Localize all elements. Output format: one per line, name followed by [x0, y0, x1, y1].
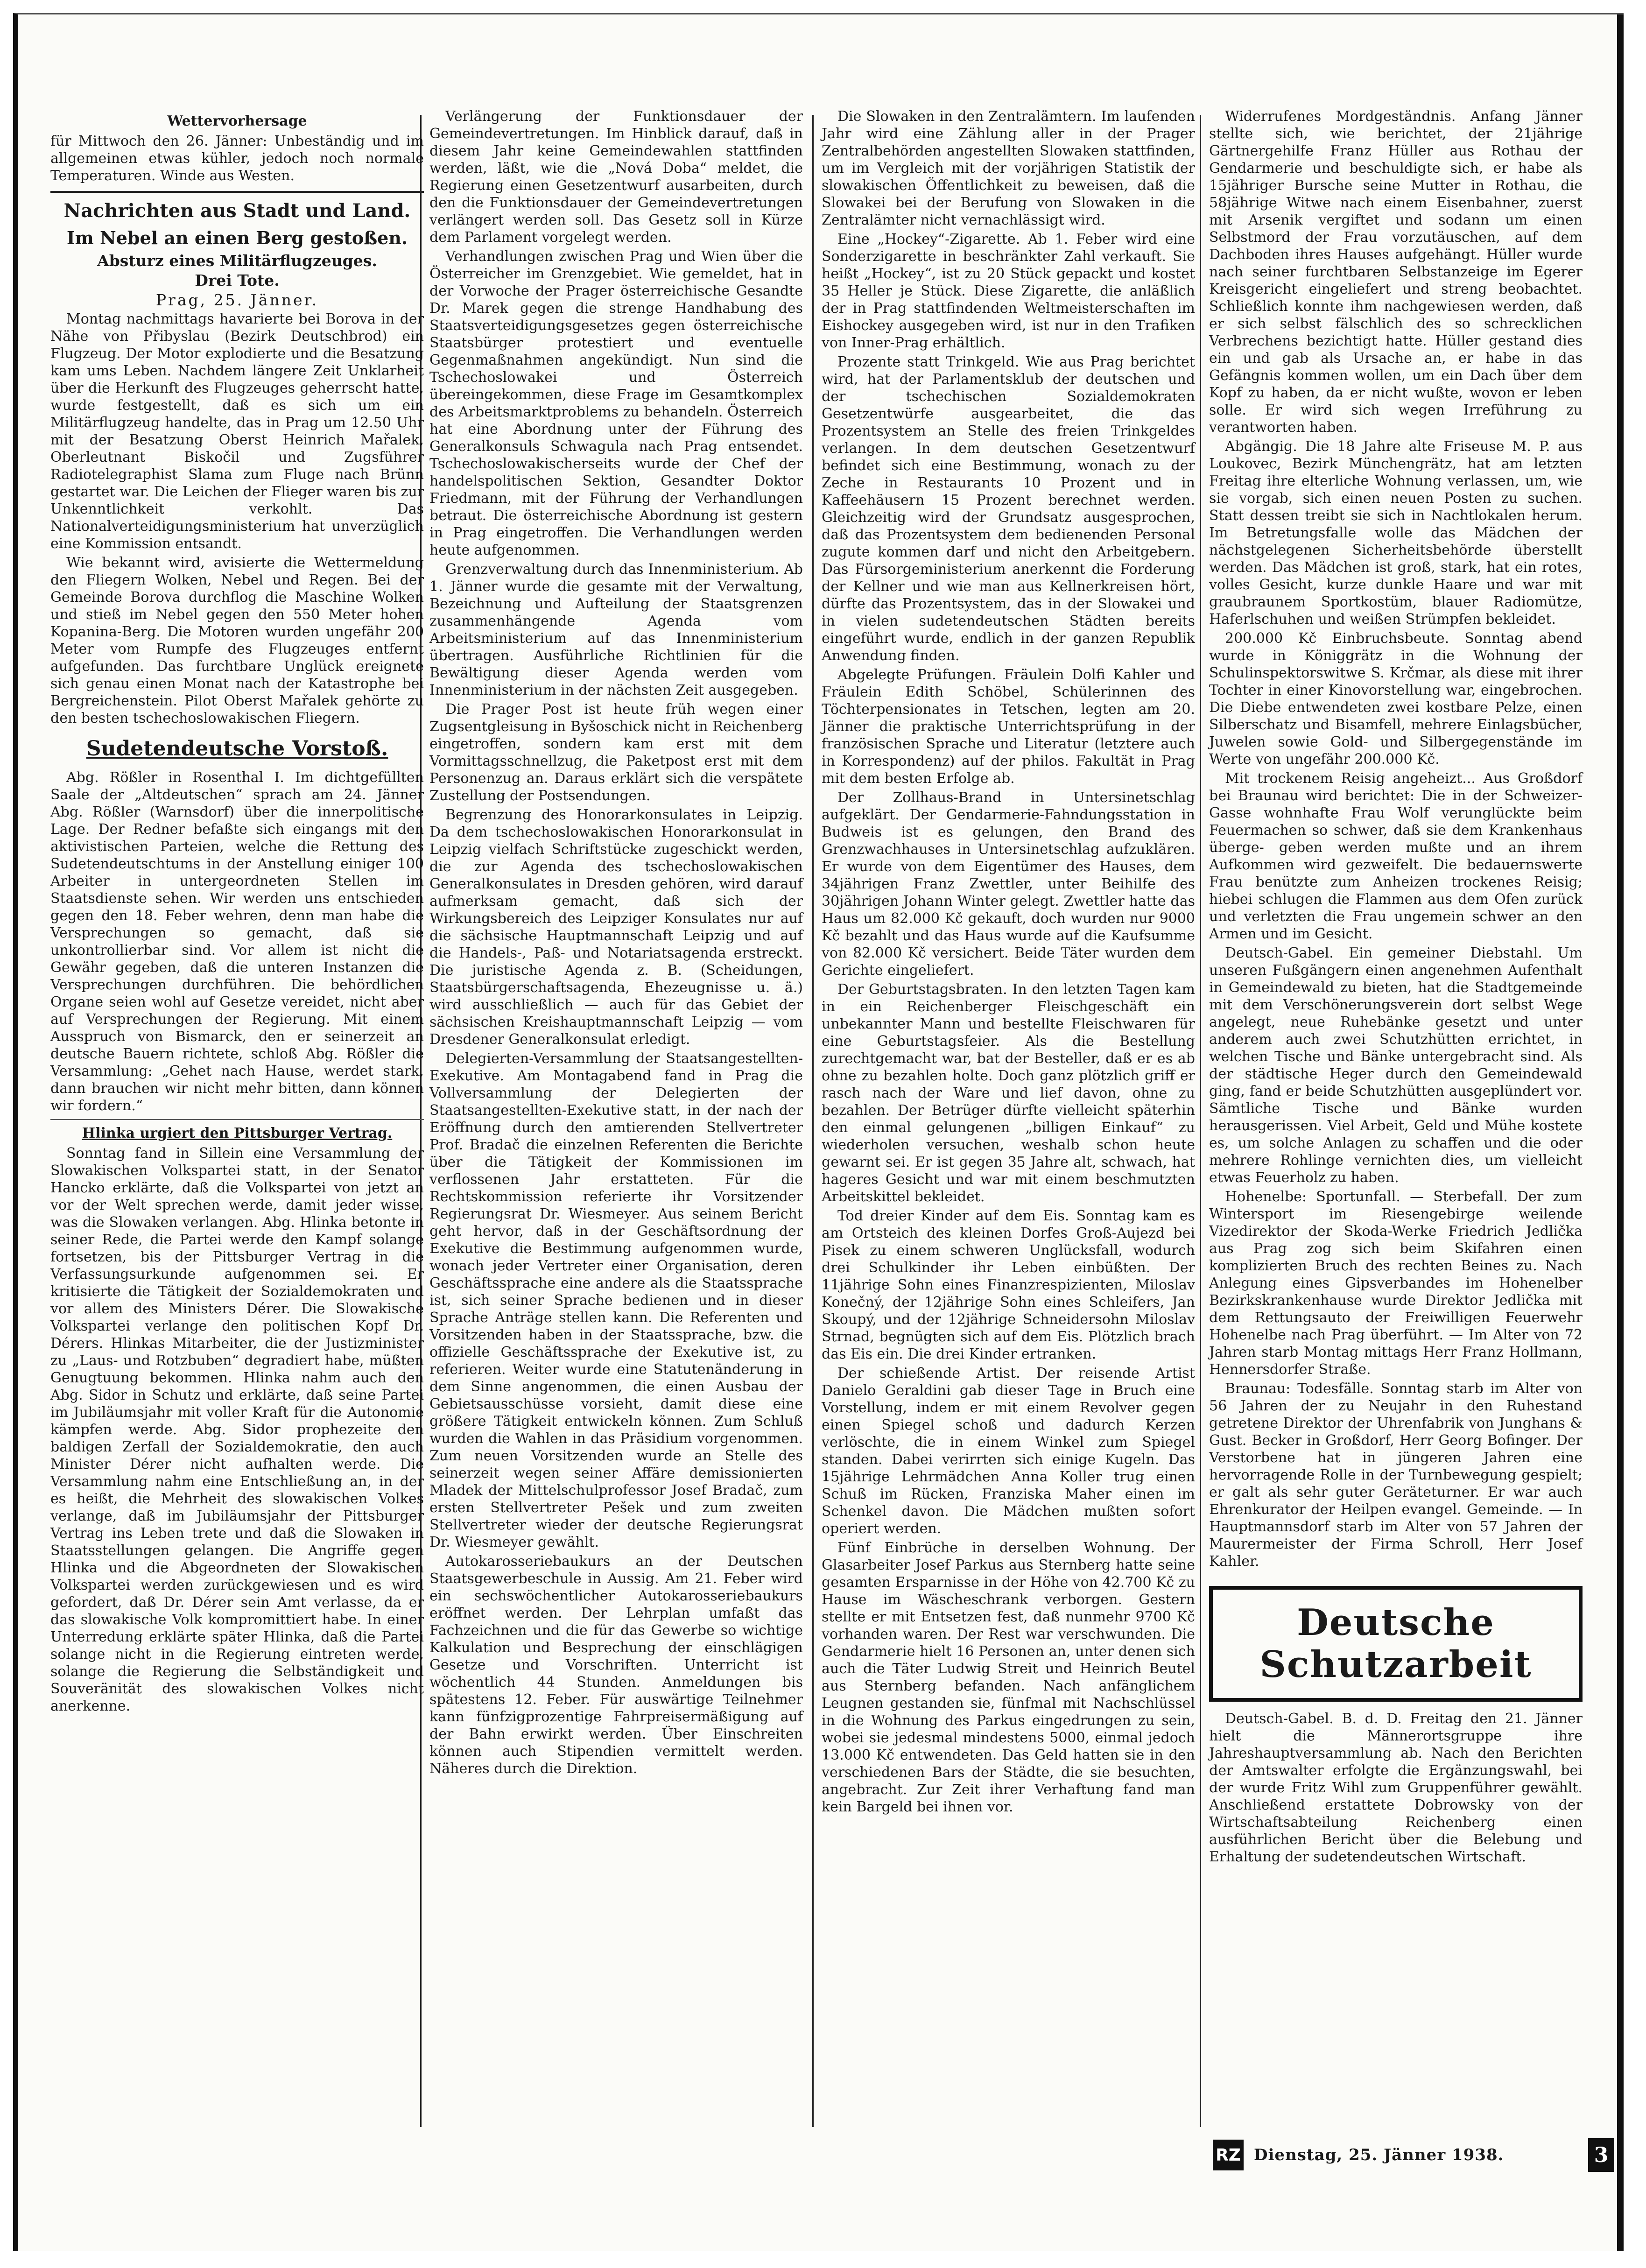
newspaper-logo-icon: RZ — [1213, 2140, 1244, 2170]
article-dateline: Prag, 25. Jänner. — [155, 291, 319, 309]
news-item: Begrenzung des Honorarkonsulates in Leipzig. Da dem tschechoslowakischen Honorarkonsulat in Leipzig vielfach Schriftstücke zugeschickt werden, die zur Agenda des tschechoslowakischen Generalkonsulates in Dresden gehören, wird darauf aufmerksam gemacht, daß sich der Wirkungsbereich des Leipziger Konsulates nur auf die sächsische Hauptmannschaft Leipzig und auf die Handels-, Paß- und Notariatsagenda erstreckt. Die juristische Agenda z. B. (Scheidungen, Staatsbürgerschaftsagenda, Ehezeugnisse u. ä.) wird ausschließlich — auch für das Gebiet der sächsischen Kreishauptmannschaft Leipzig — vom Dresdener Generalkonsulat erledigt. — [429, 807, 803, 1048]
news-item: Delegierten-Versammlung der Staatsangestellten-Exekutive. Am Montagabend fand in Prag die Vollversammlung der Delegierten der Staatsangestellten-Exekutive statt, in der nach der Eröffnung durch den amtierenden Stellvertreter Prof. Bradač die einzelnen Referenten die Berichte über die Tätigkeit der Kommissionen im verflossenen Jahr erstatteten. Für die Rechtskommission referierte ihr Vorsitzender Regierungsrat Dr. Wiesmeyer. Aus seinem Bericht geht hervor, daß in der Geschäftsordnung der Exekutive die Bestimmung aufgenommen wurde, wonach jeder Vertreter einer Organisation, deren Geschäftssprache eine andere als die Staatssprache ist, sich seiner Sprache bedienen und in dieser Sprache Anträge stellen kann. Die Referenten und Vorsitzenden haben in der Staatssprache, bzw. die offizielle Geschäftssprache der Exekutive ist, zu referieren. Weiter wurde eine Statutenänderung in dem Sinne angenommen, die einen Ausbau der Gebietsausschüsse vorsieht, damit diese eine größere Tätigkeit entwickeln können. Zum Schluß wurden die Wahlen in das Präsidium vorgenommen. Zum neuen Vorsitzenden wurde an Stelle des seinerzeit wegen seiner Affäre demissionierten Mladek der Mittelschulprofessor Josef Bradač, zum ersten Stellvertreter Pešek und zum zweiten Stellvertreter wieder der deutsche Regierungsrat Dr. Wiesmeyer gewählt. — [429, 1050, 803, 1550]
article-paragraph: Wie bekannt wird, avisierte die Wettermeldung den Fliegern Wolken, Nebel und Regen. Bei der Gemeinde Borova durchflog die Maschine Wolken und stieß im Nebel gegen den 550 Meter hohen Kopanina-Berg. Die Motoren wurden ungefähr 200 Meter vom Rumpfe des Flugzeuges entfernt aufgefunden. Das furchtbare Unglück ereignete sich genau einen Monat nach der Katastrophe bei Bergreichenstein. Pilot Oberst Mařalek gehörte zu den besten tschechoslowakischen Fliegern. — [50, 555, 424, 726]
news-item: Mit trockenem Reisig angeheizt... Aus Großdorf bei Braunau wird berichtet: Die in der Schweizer-Gasse wohnhafte Frau Wolf verunglückte beim Feuermachen so schwer, daß sie dem Krankenhaus überge- geben werden mußte und an ihrem Aufkommen wird gezweifelt. Die bedauernswerte Frau benützte zum Anheizen trockenes Reisig; hiebei schlugen die Flammen aus dem Ofen zurück und verletzten die Frau ungemein schwer an den Armen und im Gesicht. — [1209, 770, 1583, 942]
news-item: Grenzverwaltung durch das Innenministerium. Ab 1. Jänner wurde die gesamte mit der Verwaltung, Bezeichnung und Aufteilung der Staatsgrenzen zusammenhängende Agenda vom Arbeitsministerium auf das Innenministerium übertragen. Ausführliche Richtlinien für die Bewältigung dieser Agenda werden vom Innenministerium in der nächsten Zeit ausgegeben. — [429, 561, 803, 698]
news-item: Der Zollhaus-Brand in Untersinetschlag aufgeklärt. Der Gendarmerie-Fahndungsstation in Budweis ist es gelungen, den Brand des Grenzwachhauses in Untersinetschlag aufzuklären. Er wurde von dem Eigentümer des Hauses, dem 34jährigen Franz Zwettler, unter Beihilfe des 30jährigen Johann Winter gelegt. Zwettler hatte das Haus um 82.000 Kč gekauft, doch wurden nur 9000 Kč bezahlt und das Haus wurde auf die Kaufsumme von 82.000 Kč versichert. Beide Täter wurden dem Gerichte eingeliefert. — [822, 789, 1195, 979]
news-item: Verhandlungen zwischen Prag und Wien über die Österreicher im Grenzgebiet. Wie gemeldet, hat in der Vorwoche der Prager österreichische Gesandte Dr. Marek gegen die strenge Handhabung des Staatsverteidigungsgesetzes gegen österreichische Staatsbürger protestiert und eventuelle Gegenmaßnahmen angekündigt. Nun sind die Tschechoslowakei und Österreich übereingekommen, diese Frage im Gesamtkomplex des Arbeitsmarktproblems zu behandeln. Österreich hat eine Abordnung unter der Führung des Generalkonsuls Schwagula nach Prag entsendet. Tschechoslowakischerseits wurde der Chef der handelspolitischen Sektion, Gesandter Doktor Friedmann, mit der Führung der Verhandlungen betraut. Die österreichische Abordnung ist gestern in Prag eingetroffen. Die Verhandlungen werden heute aufgenommen. — [429, 248, 803, 558]
newspaper-page — [13, 13, 1624, 2251]
news-item: Die Prager Post ist heute früh wegen einer Zugsentgleisung in Byšoschick nicht in Reichenberg eingetroffen, sondern kam erst mit dem Vormittagsschnellzug, die Paketpost erst mit dem Personenzug an. Daraus erklärt sich die verspätete Zustellung der Postsendungen. — [429, 701, 803, 804]
article-title: Hlinka urgiert den Pittsburger Vertrag. — [82, 1125, 393, 1141]
section-title: Nachrichten aus Stadt und Land. — [63, 200, 411, 222]
news-item: Abgängig. Die 18 Jahre alte Friseuse M. P. aus Loukovec, Bezirk Münchengrätz, hat am letzten Freitag ihre elterliche Wohnung verlassen, um, wie sie vorgab, sich einen neuen Posten zu suchen. Statt dessen treibt sie sich in Nachtlokalen herum. Im Betretungsfalle wolle das Mädchen der nächstgelegenen Sicherheitsbehörde überstellt werden. Das Mädchen ist groß, stark, hat ein rotes, volles Gesicht, kurze dunkle Haare und war mit graubraunem Sportkostüm, blauer Radiomütze, Haferlschuhen und weißen Strümpfen bekleidet. — [1209, 438, 1583, 627]
news-item: Tod dreier Kinder auf dem Eis. Sonntag kam es am Ortsteich des kleinen Dorfes Groß-Aujezd bei Pisek zu einem schweren Unglücksfall, wodurch drei Schulkinder ihr Leben einbüßten. Der 11jährige Sohn eines Finanzrespizienten, Miloslav Konečný, der 12jährige Sohn eines Schleifers, Jan Skoupý, und der 12jährige Schneidersohn Miloslav Strnad, begnügten sich auf dem Eis. Plötzlich brach das Eis ein. Die drei Kinder ertranken. — [822, 1208, 1195, 1362]
footer-date: Dienstag, 25. Jänner 1938. — [1254, 2146, 1504, 2164]
news-item: Fünf Einbrüche in derselben Wohnung. Der Glasarbeiter Josef Parkus aus Sternberg hatte seine gesamten Ersparnisse in der Höhe von 42.700 Kč zu Hause im Wäscheschrank verborgen. Gestern stellte er mit Entsetzen fest, daß nunmehr 9700 Kč vorhanden waren. Der Rest war verschwunden. Die Gendarmerie hielt 16 Personen an, unter denen sich auch die Täter Ludwig Streit und Heinrich Beutel aus Sternberg befanden. Nach anfänglichem Leugnen gestanden sie, fünfmal mit Nachschlüssel in die Wohnung des Parkus eingedrungen zu sein, wobei sie jedesmal mindestens 5000, einmal jedoch 13.000 Kč entwendeten. Das Geld hatten sie in den verschiedenen Bars der Städte, die sie besuchten, angebracht. Zur Zeit ihrer Verhaftung fand man kein Bargeld bei ihnen vor. — [822, 1540, 1195, 1815]
news-item: Eine „Hockey“-Zigarette. Ab 1. Feber wird eine Sonderzigarette in beschränkter Zahl verkauft. Sie heißt „Hockey“, ist zu 20 Stück gepackt und kostet 35 Heller je Stück. Diese Zigarette, die anläßlich der in Prag stattfindenden Weltmeisterschaften im Eishockey ausgegeben wird, ist nur in den Trafiken von Inner-Prag erhältlich. — [822, 231, 1195, 351]
news-item: Verlängerung der Funktionsdauer der Gemeindevertretungen. Im Hinblick darauf, daß in diesem Jahr keine Gemeindewahlen stattfinden werden, läßt, wie die „Nová Doba“ meldet, die Regierung einen Gesetzentwurf ausarbeiten, durch den die Funktionsdauer der Gemeindevertretungen verlängert werden soll. Das Gesetz soll in Kürze dem Parlament vorgelegt werden. — [429, 108, 803, 246]
column-rule — [1200, 115, 1201, 2127]
column-4 — [1209, 108, 1583, 1867]
column-3 — [822, 108, 1195, 1817]
news-item: Deutsch-Gabel. B. d. D. Freitag den 21. Jänner hielt die Männerortsgruppe ihre Jahreshauptversammlung ab. Nach den Berichten der Amtswalter erfolgte die Ergänzungswahl, bei der wurde Fritz Wihl zum Gruppenführer gewählt. Anschließend erstattete Dobrowsky von der Wirtschaftsabteilung Reichenberg einen ausführlichen Bericht über die Belebung und Erhaltung der sudetendeutschen Wirtschaft. — [1209, 1711, 1583, 1865]
news-item: Der schießende Artist. Der reisende Artist Danielo Geraldini gab dieser Tage in Bruch eine Vorstellung, indem er mit einem Revolver gegen einen Spiegel schoß und dadurch Kerzen verlöschte, die in einem Winkel zum Spiegel standen. Dabei verirrten sich einige Kugeln. Das 15jährige Lehrmädchen Anna Koller trug einen Schuß im Rücken, Franziska Maher einen im Schenkel davon. Die Mädchen mußten sofort operiert werden. — [822, 1365, 1195, 1537]
news-item: Prozente statt Trinkgeld. Wie aus Prag berichtet wird, hat der Parlamentsklub der deutschen und der tschechischen Sozialdemokraten Gesetzentwürfe ausgearbeitet, die das Prozentsystem an Stelle des freien Trinkgeldes verlangen. In dem deutschen Gesetzentwurf befindet sich eine Bestimmung, wonach zu der Zeche in Restaurants 10 Prozent und in Kaffeehäusern 15 Prozent berechnet werden. Gleichzeitig wird der Grundsatz ausgesprochen, daß das Prozentsystem dem bedienenden Personal zugute kommen darf und nicht den Arbeitgebern. Das Fürsorgeministerium anerkennt die Forderung der Kellner und wie man aus Kellnerkreisen hört, dürfte das Prozentsystem, das in der Slowakei und in vielen sudetendeutschen Städten bereits eingeführt wurde, endlich in der ganzen Republik Anwendung finden. — [822, 354, 1195, 664]
news-item: Deutsch-Gabel. Ein gemeiner Diebstahl. Um unseren Fußgängern einen angenehmen Aufenthalt in Gemeindewald zu bieten, hat die Stadtgemeinde mit dem Verschönerungsverein dort selbst Wege angelegt, neue Ruhebänke gesetzt und unter anderem auch zwei Schutzhütten errichtet, in welchen Tische und Bänke untergebracht sind. Als der städtische Heger durch den Gemeindewald ging, fand er beide Schutzhütten ausgeplündert vor. Sämtliche Tische und Bänke wurden herausgerissen. Viel Arbeit, Geld und Mühe kostete es, um solche Anlagen zu schaffen und die oder mehrere Rohlinge vernichten dies, um vielleicht etwas Feuerholz zu haben. — [1209, 945, 1583, 1186]
column-2 — [429, 108, 803, 1779]
article-subtitle: Drei Tote. — [195, 271, 280, 289]
column-rule — [812, 115, 814, 2127]
divider — [50, 191, 424, 193]
article-title: Im Nebel an einen Berg gestoßen. — [66, 227, 408, 248]
column-1 — [50, 108, 424, 1717]
article-paragraph: Abg. Rößler in Rosenthal I. Im dichtgefüllten Saale der „Altdeutschen“ sprach am 24. Jänner Abg. Rößler (Warnsdorf) über die innerpolitische Lage. Der Redner befaßte sich eingangs mit den aktivistischen Parteien, welche die Rettung des Sudetendeutschtums in der Anstellung einiger 100 Arbeiter in untergeordneten Stellen im Staatsdienste sehen. Wir werden uns entschieden gegen den 18. Feber wehren, denn man habe die Versprechungen so gemacht, daß sie unkontrollierbar sind. Vor allem ist nicht die Gewähr gegeben, daß die unteren Instanzen die Versprechungen durchführen. Die behördlichen Organe seien wohl auf Gesetze vereidet, nicht aber auf Versprechungen der Regierung. Mit einem Ausspruch von Bismarck, den er seinerzeit an deutsche Bauern richtete, schloß Abg. Rößler die Versammlung: „Gehet nach Hause, werdet stark, dann brauchen wir nicht mehr bitten, dann können wir fordern.“ — [50, 769, 424, 1114]
page-edge-bar — [1617, 14, 1624, 2251]
news-item: Widerrufenes Mordgeständnis. Anfang Jänner stellte sich, wie berichtet, der 21jährige Gärtnergehilfe Franz Hüller aus Rothau der Gendarmerie und beschuldigte sich, er habe als 15jähriger Bursche seine Mutter in Rothau, die 58jährige Witwe nach einem Eisenbahner, zuerst mit Arsenik vergiftet und sodann um einen Selbstmord der Frau vorzutäuschen, auf dem Dachboden ihres Hauses aufgehängt. Hüller wurde nach seiner furchtbaren Selbstanzeige im Egerer Kreisgericht eingeliefert und streng beobachtet. Schließlich konnte ihm nachgewiesen werden, daß er sich selbst fälschlich des so schrecklichen Verbrechens bezichtigt hatte. Hüller gestand dies ein und gab als Ursache an, er habe in das Gefängnis kommen wollen, um ein Dach über dem Kopf zu haben, da er nicht wußte, wovon er leben solle. Er wird sich wegen Irreführung zu verantworten haben. — [1209, 108, 1583, 436]
article-paragraph: Montag nachmittags havarierte bei Borova in der Nähe von Přibyslau (Bezirk Deutschbrod) ein Flugzeug. Der Motor explodierte und die Besatzung kam ums Leben. Nachdem längere Zeit Unklarheit über die Herkunft des Flugzeuges geherrscht hatte, wurde festgestellt, daß es sich um ein Militärflugzeug handelte, das in Prag um 12.50 Uhr mit der Besatzung Oberst Heinrich Mařalek, Oberleutnant Biskočil und Zugsführer Radiotelegraphist Slama zum Fluge nach Brünn gestartet war. Die Leichen der Flieger waren bis zur Unkenntlichkeit verkohlt. Das Nationalverteidigungsministerium hat unverzüglich eine Kommission entsandt. — [50, 311, 424, 552]
page-number: 3 — [1588, 2138, 1614, 2172]
news-item: 200.000 Kč Einbruchsbeute. Sonntag abend wurde in Königgrätz in die Wohnung der Schulinspektorswitwe S. Krčmar, als diese mit ihrer Tochter in einer Kinovorstellung war, eingebrochen. Die Diebe entwendeten zwei kostbare Pelze, einen Silberschatz und Bisamfell, mehrere Einlagsbücher, Juwelen sowie Gold- und Silbergegenstände im Werte von ungefähr 200.000 Kč. — [1209, 630, 1583, 768]
article-subtitle: Absturz eines Militärflugzeuges. — [97, 252, 377, 270]
weather-text: für Mittwoch den 26. Jänner: Unbeständig und im allgemeinen etwas kühler, jedoch noch normale Temperaturen. Winde aus Westen. — [50, 133, 424, 184]
section-title: Sudetendeutsche Vorstoß. — [86, 737, 388, 761]
weather-heading: Wettervorhersage — [167, 113, 307, 129]
divider — [50, 1119, 424, 1120]
news-item: Autokarosseriebaukurs an der Deutschen Staatsgewerbeschule in Aussig. Am 21. Feber wird ein sechswöchentlicher Autokarosseriebaukurs eröffnet werden. Der Lehrplan umfaßt das Fachzeichnen und die für das Gewerbe so wichtige Kalkulation und Besprechung der einschlägigen Gesetze und Vorschriften. Unterricht ist wöchentlich 44 Stunden. Anmeldungen bis spätestens 12. Feber. Für auswärtige Teilnehmer kann fünfzigprozentige Fahrpreisermäßigung auf der Bahn erwirkt werden. Über Einschreiten können auch Stipendien vermittelt werden. Näheres durch die Direktion. — [429, 1553, 803, 1777]
news-item: Abgelegte Prüfungen. Fräulein Dolfi Kahler und Fräulein Edith Schöbel, Schülerinnen des Töchterpensionates in Tetschen, legten am 20. Jänner die praktische Unterrichtsprüfung in der französischen Sprache und Literatur (letztere auch in Korrespondenz) auf der philos. Fakultät in Prag mit dem besten Erfolge ab. — [822, 667, 1195, 787]
news-item: Hohenelbe: Sportunfall. — Sterbefall. Der zum Wintersport im Riesengebirge weilende Vizedirektor der Skoda-Werke Friedrich Jedlička aus Prag zog sich beim Skifahren einen komplizierten Bruch des rechten Beines zu. Nach Anlegung eines Gipsverbandes im Hohenelber Bezirkskrankenhause wurde Direktor Jedlička mit dem Rettungsauto der Freiwilligen Feuerwehr Hohenelbe nach Prag überführt. — Im Alter von 72 Jahren starb Montag mittags Herr Franz Hollmann, Hennersdorfer Straße. — [1209, 1189, 1583, 1378]
news-item: Die Slowaken in den Zentralämtern. Im laufenden Jahr wird eine Zählung aller in der Prager Zentralbehörden angestellten Slowaken stattfinden, um im Vergleich mit der vorjährigen Statistik der slowakischen Öffentlichkeit zu beweisen, daß die Slowakei bei der Berufung von Slowaken in die Zentralämter nicht vernachlässigt wird. — [822, 108, 1195, 228]
page-footer — [1213, 2135, 1614, 2175]
article-paragraph: Sonntag fand in Sillein eine Versammlung der Slowakischen Volkspartei statt, in der Senator Hancko erklärte, daß die Volkspartei von jetzt an vor der Welt sprechen werde, damit jeder wisse, was die Slowaken verlangen. Abg. Hlinka betonte in seiner Rede, die Partei werde den Kampf solange fortsetzen, bis der Pittsburger Vertrag in die Verfassungsurkunde aufgenommen sei. Er kritisierte die Tätigkeit der Sozialdemokraten und vor allem des Ministers Dérer. Die Slowakische Volkspartei verlange den politischen Kopf Dr. Dérers. Hlinkas Mitarbeiter, die der Justizminister zu „Laus- und Rotzbuben“ degradiert habe, müßten Genugtuung bekommen. Hlinka nahm auch den Abg. Sidor in Schutz und erklärte, daß seine Partei im Jubiläumsjahr mit voller Kraft für die Autonomie kämpfen werde. Abg. Sidor prophezeite den baldigen Zerfall der Sozialdemokratie, den auch Minister Dérer nicht aufhalten werde. Die Versammlung nahm eine Entschließung an, in der es heißt, die Mehrheit des slowakischen Volkes verlange, daß im Jubiläumsjahr der Pittsburger Vertrag ins Leben trete und daß die Slowaken in Staatsstellungen gelangen. Die Angriffe gegen Hlinka und die Abgeordneten der Slowakischen Volkspartei werden zurückgewiesen und es wird gefordert, daß Dr. Dérer sein Amt verlasse, da er das slowakische Volk kompromittiert habe. In einer Unterredung erklärte später Hlinka, daß die Partei solange nicht in die Regierung eintreten werde, solange die Regierung die Selbständigkeit und Souveränität des slowakischen Volkes nicht anerkenne. — [50, 1145, 424, 1714]
boxed-section-heading: Deutsche Schutzarbeit — [1209, 1586, 1583, 1702]
news-item: Braunau: Todesfälle. Sonntag starb im Alter von 56 Jahren der zu Neujahr in den Ruhestand getretene Direktor der Uhrenfabrik von Junghans & Gust. Becker in Großdorf, Herr Georg Bofinger. Der Verstorbene hat in jüngeren Jahren eine hervorragende Rolle in der Turnbewegung gespielt; er galt als sehr guter Geräteturner. Er war auch Ehrenkurator der Heilpen evangel. Gemeinde. — In Hauptmannsdorf starb im Alter von 57 Jahren der Maurermeister der Firma Schroll, Herr Josef Kahler. — [1209, 1381, 1583, 1570]
news-item: Der Geburtstagsbraten. In den letzten Tagen kam in ein Reichenberger Fleischgeschäft ein unbekannter Mann und bestellte Fleischwaren für eine Geburtstagsfeier. Als die Bestellung zurechtgemacht war, bat der Besteller, daß er es ab ohne zu bezahlen holte. Doch ganz plötzlich griff er rasch nach der Ware und lief davon, ohne zu bezahlen. Der Betrüger dürfte vielleicht späterhin den einmal gelungenen „billigen Einkauf“ zu wiederholen versuchen, weshalb schon heute gewarnt sei. Er ist gegen 35 Jahre alt, schwach, hat hageres Gesicht und war mit einem beschmutzten Arbeitskittel bekleidet. — [822, 981, 1195, 1205]
